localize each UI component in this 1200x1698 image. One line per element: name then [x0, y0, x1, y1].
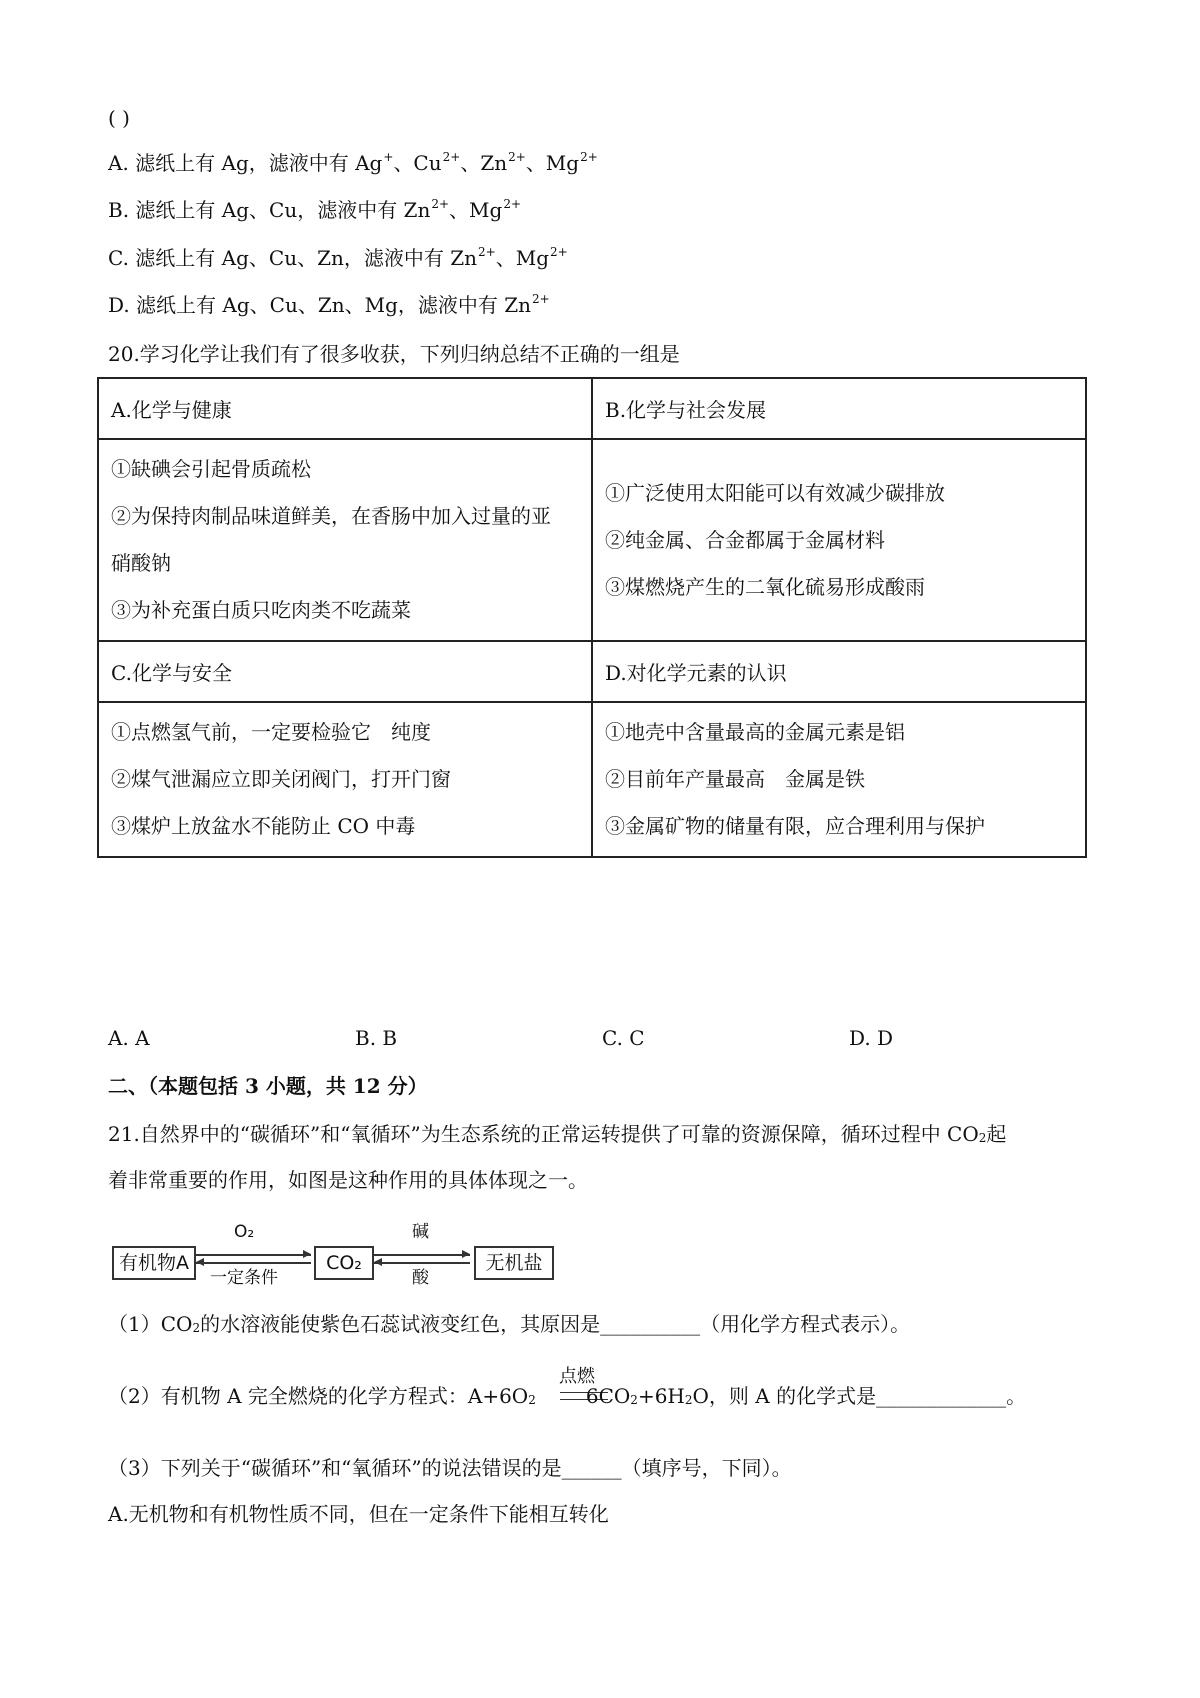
choice-d: D. D [849, 1026, 894, 1050]
q21-text: O，则 A 的化学式是_____________。 [692, 1384, 1027, 1408]
label-condition: 一定条件 [210, 1268, 278, 1288]
subscript: 2 [630, 1393, 638, 1407]
q21-text: 的水溶液能使紫色石蕊试液变红色，其原因是__________（用化学方程式表示）。 [200, 1312, 911, 1336]
q21-text: 起 [986, 1122, 1007, 1146]
charge-sup: 2+ [503, 197, 522, 211]
cell-d-title: D.对化学元素的认识 [592, 641, 1086, 702]
charge-sup: 2+ [442, 150, 461, 164]
charge-sup: 2+ [508, 150, 526, 164]
cell-c-body [98, 702, 592, 857]
subscript: 2 [192, 1321, 201, 1335]
option-a-text: A. 滤纸上有 Ag，滤液中有 Ag [108, 151, 383, 175]
charge-sup: 2+ [431, 197, 450, 211]
q21-part2 [108, 1382, 1026, 1410]
q21-text: （1）CO [108, 1312, 193, 1336]
option-b [108, 196, 521, 224]
charge-sup: 2+ [580, 150, 598, 164]
arrowheads-icon [112, 1228, 582, 1290]
list-item: ②煤气泄漏应立即关闭阀门，打开门窗 [111, 767, 451, 791]
option-b-text: B. 滤纸上有 Ag、Cu，滤液中有 Zn [108, 198, 431, 222]
cell-c-title: C.化学与安全 [98, 641, 592, 702]
option-c-text: C. 滤纸上有 Ag、Cu、Zn，滤液中有 Zn [108, 246, 478, 270]
option-a-text: 、Mg [525, 151, 580, 175]
choice-c: C. C [602, 1026, 645, 1050]
cell-a-title: A.化学与健康 [98, 378, 592, 439]
condition-ignite: 点燃 [559, 1366, 595, 1387]
q21-stem-line1 [108, 1120, 1006, 1148]
box-organic-a: 有机物A [112, 1246, 196, 1280]
list-item: ①缺碘会引起骨质疏松 [111, 457, 311, 481]
list-item: ②目前年产量最高 金属是铁 [605, 767, 865, 791]
label-acid: 酸 [412, 1268, 429, 1288]
q21-text: +6H [637, 1384, 685, 1408]
list-item: 硝酸钠 [111, 551, 171, 575]
cell-d-body [592, 702, 1086, 857]
q21-part3: （3）下列关于“碳循环”和“氧循环”的说法错误的是______（填序号，下同）。 [108, 1456, 792, 1480]
list-item: ③煤炉上放盆水不能防止 CO 中毒 [111, 814, 416, 838]
list-item: ③为补充蛋白质只吃肉类不吃蔬菜 [111, 598, 411, 622]
subscript: 2 [684, 1393, 693, 1407]
cell-b-title: B.化学与社会发展 [592, 378, 1086, 439]
label-base: 碱 [412, 1222, 429, 1242]
cycle-diagram [112, 1222, 582, 1290]
answer-bracket: ( ) [108, 106, 130, 130]
section-title: 二、（本题包括 3 小题，共 12 分） [108, 1074, 428, 1098]
list-item: ①点燃氢气前，一定要检验它 纯度 [111, 720, 431, 744]
label-o2: O₂ [234, 1222, 255, 1242]
box-co2: CO₂ [314, 1246, 374, 1280]
list-item: ②纯金属、合金都属于金属材料 [605, 527, 885, 552]
option-b-text: 、Mg [449, 198, 503, 222]
q21-option-a: A.无机物和有机物性质不同，但在一定条件下能相互转化 [108, 1502, 609, 1526]
list-item: ①地壳中含量最高的金属元素是铝 [605, 720, 905, 744]
option-d [108, 291, 550, 319]
list-item: ③金属矿物的储量有限，应合理利用与保护 [605, 814, 985, 838]
choice-a: A. A [108, 1026, 150, 1050]
option-c-text: 、Mg [495, 246, 549, 270]
list-item: ③煤燃烧产生的二氧化硫易形成酸雨 [605, 574, 925, 599]
charge-sup: + [383, 150, 394, 164]
choice-b: B. B [355, 1026, 398, 1050]
charge-sup: 2+ [532, 292, 550, 306]
box-inorganic-salt: 无机盐 [474, 1246, 554, 1280]
q21-stem-line2: 着非常重要的作用，如图是这种作用的具体体现之一。 [108, 1168, 588, 1192]
charge-sup: 2+ [550, 245, 568, 259]
option-a-text: 、Cu [393, 151, 442, 175]
cell-a-body [98, 439, 592, 641]
option-a [108, 149, 598, 177]
q21-text: 21.自然界中的“碳循环”和“氧循环”为生态系统的正常运转提供了可靠的资源保障，循环过程中 CO [108, 1122, 979, 1146]
option-d-text: D. 滤纸上有 Ag、Cu、Zn、Mg，滤液中有 Zn [108, 293, 532, 317]
q21-text: （2）有机物 A 完全燃烧的化学方程式：A+6O [108, 1384, 529, 1408]
q21-part1 [108, 1310, 910, 1338]
option-c [108, 244, 568, 272]
q21-text: 6CO [585, 1384, 631, 1408]
list-item: ①广泛使用太阳能可以有效减少碳排放 [605, 480, 945, 505]
q20-stem: 20.学习化学让我们有了很多收获，下列归纳总结不正确的一组是 [108, 342, 680, 366]
cell-b-body [592, 439, 1086, 641]
subscript: 2 [528, 1393, 536, 1407]
list-item: ②为保持肉制品味道鲜美，在香肠中加入过量的亚 [111, 504, 551, 528]
option-a-text: 、Zn [460, 151, 508, 175]
subscript: 2 [978, 1131, 987, 1145]
q20-table [97, 377, 1087, 858]
charge-sup: 2+ [478, 245, 496, 259]
